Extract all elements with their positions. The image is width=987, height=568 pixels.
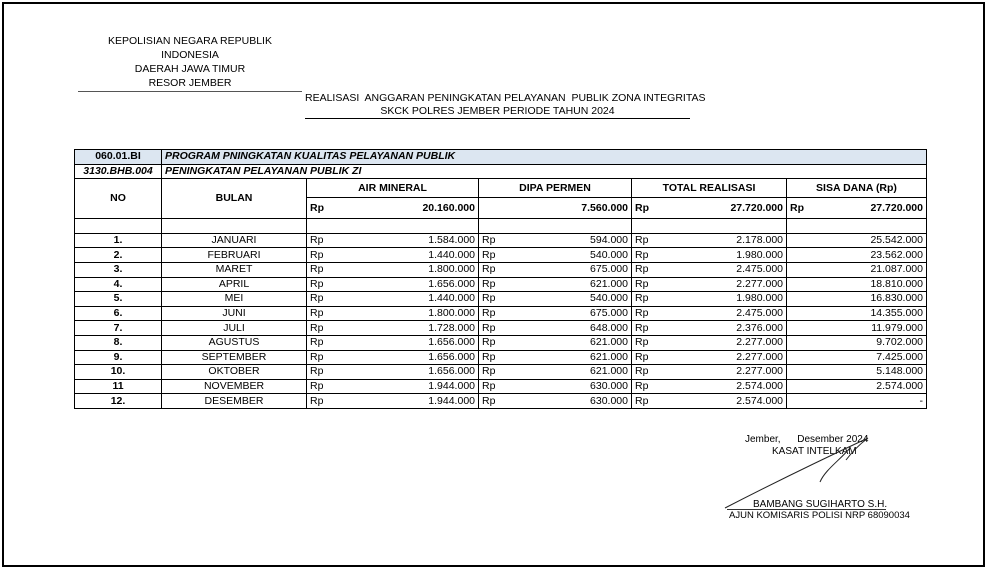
row-no: 3. [75,262,162,277]
currency-label: Rp [635,277,649,290]
subprogram-row [75,164,927,179]
row-dipa-value: 540.000 [590,248,628,261]
document-title [305,92,706,119]
row-air-value: 1.800.000 [428,263,475,276]
row-bulan: MARET [162,262,307,277]
row-total-realisasi [632,277,787,292]
currency-label: Rp [482,350,496,363]
row-bulan: OKTOBER [162,365,307,380]
row-dipa-value: 621.000 [590,336,628,349]
signature-place-date: Jember, Desember 2024 [745,434,869,445]
budget-air-mineral [307,198,479,219]
col-air-mineral-header: AIR MINERAL [307,179,479,198]
row-air-mineral [307,262,479,277]
row-total-value: 1.980.000 [736,292,783,305]
row-air-value: 1.584.000 [428,234,475,247]
currency-label: Rp [635,307,649,320]
currency-label: Rp [635,321,649,334]
row-dipa-value: 630.000 [590,394,628,407]
currency-label: Rp [310,201,324,214]
row-dipa-value: 675.000 [590,263,628,276]
subprogram-name: PENINGKATAN PELAYANAN PUBLIK ZI [162,164,927,179]
row-air-mineral [307,277,479,292]
row-no: 10. [75,365,162,380]
row-dipa-value: 621.000 [590,365,628,378]
signature-rank: AJUN KOMISARIS POLISI NRP 68090034 [729,510,910,521]
row-total-realisasi [632,233,787,248]
row-total-value: 1.980.000 [736,248,783,261]
row-total-realisasi [632,292,787,307]
row-sisa-dana [787,292,927,307]
currency-label: Rp [635,350,649,363]
row-total-value: 2.277.000 [736,277,783,290]
row-sisa-value: 7.425.000 [876,350,923,363]
currency-label: Rp [310,292,324,305]
row-bulan: SEPTEMBER [162,350,307,365]
row-dipa-value: 594.000 [590,234,628,247]
currency-label: Rp [635,263,649,276]
row-dipa-permen [479,277,632,292]
row-no: 8. [75,335,162,350]
signature-name: BAMBANG SUGIHARTO S.H. [753,499,888,510]
row-bulan: MEI [162,292,307,307]
table-row [75,350,927,365]
row-no: 9. [75,350,162,365]
row-total-realisasi [632,321,787,336]
row-sisa-dana [787,350,927,365]
budget-total-value: 27.720.000 [730,201,783,214]
row-air-mineral [307,394,479,409]
program-name: PROGRAM PNINGKATAN KUALITAS PELAYANAN PUBLIK [162,150,927,165]
row-sisa-value: 14.355.000 [870,307,923,320]
row-total-value: 2.475.000 [736,263,783,276]
row-air-value: 1.944.000 [428,380,475,393]
row-air-value: 1.728.000 [428,321,475,334]
table-row [75,262,927,277]
row-total-realisasi [632,350,787,365]
row-air-mineral [307,335,479,350]
currency-label: Rp [482,307,496,320]
row-total-realisasi [632,306,787,321]
organization-header [78,34,302,92]
budget-total-realisasi [632,198,787,219]
currency-label: Rp [482,234,496,247]
row-dipa-permen [479,262,632,277]
row-sisa-dana [787,262,927,277]
row-sisa-dana [787,233,927,248]
row-sisa-value: 11.979.000 [871,321,923,334]
row-total-value: 2.277.000 [736,336,783,349]
row-sisa-value: - [919,394,923,407]
row-dipa-permen [479,394,632,409]
col-dipa-permen-header: DIPA PERMEN [479,179,632,198]
currency-label: Rp [482,365,496,378]
row-sisa-dana [787,306,927,321]
spacer-row [75,219,927,234]
row-dipa-permen [479,335,632,350]
row-bulan: APRIL [162,277,307,292]
subprogram-code: 3130.BHB.004 [75,164,162,179]
budget-dipa-value: 7.560.000 [581,201,628,214]
row-total-value: 2.178.000 [736,234,783,247]
row-air-mineral [307,248,479,263]
currency-label: Rp [310,307,324,320]
row-dipa-permen [479,233,632,248]
row-sisa-dana [787,321,927,336]
row-air-value: 1.656.000 [428,336,475,349]
row-total-value: 2.574.000 [736,394,783,407]
table-row [75,233,927,248]
row-total-value: 2.574.000 [736,380,783,393]
table-row [75,277,927,292]
currency-label: Rp [635,394,649,407]
row-air-mineral [307,233,479,248]
currency-label: Rp [310,234,324,247]
table-row [75,292,927,307]
currency-label: Rp [482,321,496,334]
row-total-realisasi [632,262,787,277]
program-row [75,150,927,165]
row-total-realisasi [632,365,787,380]
row-sisa-dana [787,277,927,292]
row-total-value: 2.475.000 [736,307,783,320]
currency-label: Rp [310,263,324,276]
currency-label: Rp [310,350,324,363]
budget-table [74,149,927,409]
col-no-header: NO [75,179,162,219]
row-total-value: 2.376.000 [736,321,783,334]
row-air-value: 1.944.000 [428,394,475,407]
row-sisa-value: 21.087.000 [870,263,923,276]
budget-dipa-permen [479,198,632,219]
row-bulan: JUNI [162,306,307,321]
title-line-1: REALISASI ANGGARAN PENINGKATAN PELAYANAN PUBLIK ZONA INTEGRITAS [305,92,706,104]
currency-label: Rp [635,365,649,378]
org-line-3: RESOR JEMBER [148,77,232,89]
program-code: 060.01.BI [75,150,162,165]
table-row [75,394,927,409]
row-sisa-value: 5.148.000 [876,365,923,378]
table-row [75,321,927,336]
row-bulan: DESEMBER [162,394,307,409]
row-dipa-permen [479,365,632,380]
currency-label: Rp [310,365,324,378]
row-bulan: FEBRUARI [162,248,307,263]
currency-label: Rp [310,277,324,290]
row-bulan: JANUARI [162,233,307,248]
row-total-value: 2.277.000 [736,365,783,378]
row-no: 5. [75,292,162,307]
row-air-value: 1.440.000 [428,248,475,261]
row-dipa-permen [479,292,632,307]
currency-label: Rp [482,277,496,290]
row-dipa-value: 648.000 [590,321,628,334]
row-sisa-dana [787,379,927,394]
currency-label: Rp [635,234,649,247]
currency-label: Rp [482,394,496,407]
row-dipa-permen [479,379,632,394]
row-air-value: 1.800.000 [428,307,475,320]
row-air-value: 1.656.000 [428,365,475,378]
row-air-value: 1.656.000 [428,277,475,290]
currency-label: Rp [635,336,649,349]
row-bulan: AGUSTUS [162,335,307,350]
column-header-row [75,179,927,198]
row-dipa-permen [479,306,632,321]
row-dipa-value: 540.000 [590,292,628,305]
row-air-mineral [307,321,479,336]
currency-label: Rp [482,380,496,393]
row-air-mineral [307,379,479,394]
row-bulan: JULI [162,321,307,336]
row-total-value: 2.277.000 [736,350,783,363]
row-sisa-value: 16.830.000 [870,292,923,305]
row-sisa-dana [787,248,927,263]
currency-label: Rp [635,248,649,261]
col-sisa-dana-header: SISA DANA (Rp) [787,179,927,198]
currency-label: Rp [635,292,649,305]
row-dipa-value: 630.000 [590,380,628,393]
row-air-mineral [307,350,479,365]
row-bulan: NOVEMBER [162,379,307,394]
row-air-mineral [307,306,479,321]
org-line-2: DAERAH JAWA TIMUR [134,63,246,75]
row-dipa-permen [479,321,632,336]
currency-label: Rp [635,201,649,214]
col-bulan-header: BULAN [162,179,307,219]
row-no: 12. [75,394,162,409]
table-row [75,306,927,321]
row-no: 1. [75,233,162,248]
currency-label: Rp [482,248,496,261]
table-row [75,365,927,380]
budget-sisa-value: 27.720.000 [870,201,923,214]
currency-label: Rp [310,394,324,407]
row-sisa-dana [787,394,927,409]
signature-role: KASAT INTELKAM [772,446,857,457]
row-total-realisasi [632,394,787,409]
row-dipa-value: 675.000 [590,307,628,320]
table-row [75,335,927,350]
row-sisa-value: 23.562.000 [870,248,923,261]
budget-air-value: 20.160.000 [422,201,475,214]
row-dipa-value: 621.000 [590,277,628,290]
currency-label: Rp [310,248,324,261]
row-no: 4. [75,277,162,292]
row-air-mineral [307,292,479,307]
row-sisa-value: 25.542.000 [870,234,923,247]
row-no: 6. [75,306,162,321]
table-row [75,379,927,394]
row-total-realisasi [632,335,787,350]
row-no: 2. [75,248,162,263]
row-total-realisasi [632,248,787,263]
col-total-realisasi-header: TOTAL REALISASI [632,179,787,198]
table-row [75,248,927,263]
currency-label: Rp [482,336,496,349]
currency-label: Rp [635,380,649,393]
row-no: 11 [75,379,162,394]
title-line-2: SKCK POLRES JEMBER PERIODE TAHUN 2024 [380,105,615,117]
row-no: 7. [75,321,162,336]
row-dipa-value: 621.000 [590,350,628,363]
currency-label: Rp [790,201,804,214]
row-air-mineral [307,365,479,380]
row-sisa-dana [787,335,927,350]
currency-label: Rp [310,321,324,334]
row-air-value: 1.440.000 [428,292,475,305]
row-sisa-dana [787,365,927,380]
currency-label: Rp [482,292,496,305]
org-line-1: KEPOLISIAN NEGARA REPUBLIK INDONESIA [108,35,272,61]
row-dipa-permen [479,248,632,263]
row-dipa-permen [479,350,632,365]
row-sisa-value: 18.810.000 [870,277,923,290]
currency-label: Rp [482,263,496,276]
row-air-value: 1.656.000 [428,350,475,363]
currency-label: Rp [310,336,324,349]
row-sisa-value: 2.574.000 [876,380,923,393]
row-sisa-value: 9.702.000 [876,336,923,349]
budget-sisa-dana [787,198,927,219]
row-total-realisasi [632,379,787,394]
currency-label: Rp [310,380,324,393]
